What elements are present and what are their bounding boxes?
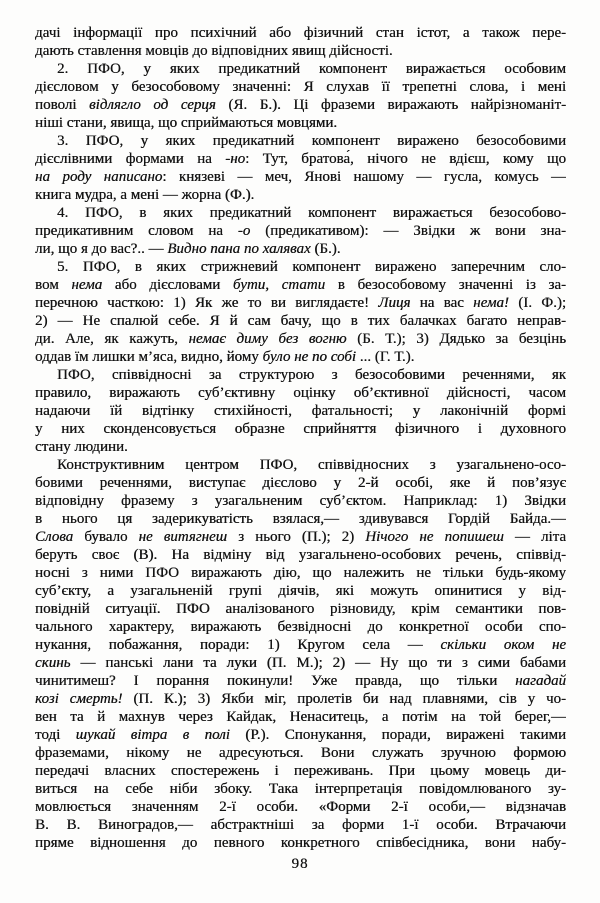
text-segment: стану людини. (35, 439, 128, 455)
text-segment: поволі (35, 97, 90, 113)
text-segment: або дієсловами (102, 277, 233, 293)
italic-text-segment: нагадай (515, 673, 566, 689)
text-segment: 5. ПФО, в яких стрижневий компонент виражено заперечним сло- (57, 259, 566, 275)
text-segment: беруть своє (В). На відміну від узагальнено-особових речень, співвід- (35, 547, 566, 563)
italic-text-segment: скільки оком не (440, 637, 566, 653)
italic-text-segment: скинь (35, 655, 71, 671)
text-segment: (І. Ф.); (508, 295, 566, 311)
text-line (35, 132, 566, 150)
text-segment: ... (Г. Т.). (355, 349, 415, 365)
text-segment: : Тут, братова́, нічого не вдієш, кому що (245, 151, 566, 167)
text-segment: дають ставлення мовців до відповідних явищ дійсності. (35, 43, 393, 59)
text-line (35, 60, 566, 78)
text-segment: тоді (35, 727, 76, 743)
text-segment: дачі інформації про психічний або фізичний стан істот, а також пере- (35, 25, 566, 41)
text-line (35, 240, 566, 258)
text-segment: з нього (П.); 2) (226, 529, 366, 545)
text-segment: вом (35, 277, 72, 293)
text-line (35, 582, 566, 600)
text-segment: відповідну фразему з узагальненим суб’єктом. Наприклад: 1) Звідки (35, 493, 566, 509)
italic-text-segment: не витягнеш (138, 529, 227, 545)
italic-text-segment: Слова (35, 529, 74, 545)
italic-text-segment: немає диму без вогню (188, 331, 347, 347)
text-line (35, 258, 566, 276)
text-segment: 3. ПФО, у яких предикатний компонент виражено безособовими (57, 133, 566, 149)
text-line (35, 366, 566, 384)
text-segment: вен та й махнув через Кайдак, Ненаситець, а потім на той берег,— (35, 709, 566, 725)
text-segment: бовими реченнями, виступає дієслово у 2-й особі, яке й пов’язує (35, 475, 566, 491)
text-segment: (Б. Т.); 3) Дядько за безцінь (346, 331, 566, 347)
text-segment: суб’єкту, а узагальненій групі діячів, які можуть опинитися у від- (35, 583, 566, 599)
text-segment: В. В. Виноградов,— абстрактніші за форми 1-ї особи. Втрачаючи (35, 817, 566, 833)
text-segment: (Б.). (310, 241, 341, 257)
text-segment: — панські лани та луки (П. М.); 2) — Ну що ти з сими бабами (70, 655, 566, 671)
text-segment: : князеві — меч, Янові нашому — гусла, комусь — (162, 169, 566, 185)
text-segment: надаючи їй відтінку стихійності, фатальності; у лаконічній формі (35, 403, 566, 419)
text-segment: 2) — Не спалюй себе. Я й сам бачу, що в тих балачках багато неправ- (35, 313, 566, 329)
text-line (35, 798, 566, 816)
text-segment: мовлюється значенням 2-ї особи. «Форми 2-ї особи,— відзначав (35, 799, 566, 815)
text-line (35, 546, 566, 564)
text-segment: — літа (503, 529, 566, 545)
text-line (35, 600, 566, 618)
text-segment: дієсловом у безособовому значенні: Я слухав її трепетні слова, і мені (35, 79, 566, 95)
text-block (35, 24, 566, 852)
text-line (35, 222, 566, 240)
italic-text-segment: козі смерть! (35, 691, 123, 707)
text-line (35, 402, 566, 420)
text-line (35, 78, 566, 96)
text-segment: пряме відношення до певного конкретного співбесідника, вони набу- (35, 835, 566, 851)
italic-text-segment: Видно пана по халявах (167, 241, 311, 257)
text-line (35, 492, 566, 510)
text-segment: ПФО, співвідносні за структурою з безособовими реченнями, як (57, 367, 566, 383)
text-segment: чального характеру, виражають безвідносні до конкретної особи спо- (35, 619, 566, 635)
text-segment: (предикативом): — Звідки ж вони зна- (250, 223, 566, 239)
text-line (35, 618, 566, 636)
text-segment: ди. Але, як кажуть, (35, 331, 189, 347)
text-line (35, 348, 566, 366)
text-line (35, 114, 566, 132)
text-line (35, 762, 566, 780)
text-segment: фраземами, нікому не адресуються. Вони служать зручною формою (35, 745, 566, 761)
text-segment: ніші стани, явища, що сприймаються мовцями. (35, 115, 338, 131)
text-segment: у них сконденсовується образне сприйняття фізичного і духовного (35, 421, 566, 437)
page-number: 98 (291, 856, 309, 872)
text-segment: (Я. Б.). Ці фраземи виражають найрізноманіт- (215, 97, 566, 113)
text-segment: 4. ПФО, в яких предикатний компонент виражається безособово- (57, 205, 566, 221)
text-line (35, 780, 566, 798)
italic-text-segment: на роду написано (35, 169, 163, 185)
text-segment: виться на себе ніби збоку. Така інтерпретація повідомлюваного зу- (35, 781, 566, 797)
text-line (35, 528, 566, 546)
text-line (35, 510, 566, 528)
text-segment: в нього ця задерикуватість взялася,— здивувався Гордій Байда.— (35, 511, 566, 527)
text-line (35, 690, 566, 708)
text-segment: нукання, побажання, поради: 1) Кругом села — (35, 637, 441, 653)
text-line (35, 474, 566, 492)
italic-text-segment: нема (71, 277, 103, 293)
text-line (35, 744, 566, 762)
text-segment: на вас (410, 295, 474, 311)
italic-text-segment: бути, стати (232, 277, 326, 293)
text-segment: носні з ними ПФО виражають дію, що належить не тільки будь-якому (35, 565, 566, 581)
italic-text-segment: нема! (473, 295, 509, 311)
text-line (35, 384, 566, 402)
italic-text-segment: Нічого не попишеш (365, 529, 504, 545)
text-segment: перечною часткою: 1) Як же то ви виглядаєте! (35, 295, 379, 311)
text-line (35, 276, 566, 294)
text-line (35, 150, 566, 168)
text-segment: (П. К.); 3) Якби міг, пролетів би над плавнями, сів у чо- (122, 691, 566, 707)
text-segment: бувало (73, 529, 139, 545)
text-segment: дієслівними формами на (35, 151, 226, 167)
text-segment: предикативним словом на (35, 223, 238, 239)
text-line (35, 726, 566, 744)
text-line (35, 420, 566, 438)
text-line (35, 294, 566, 312)
text-line (35, 204, 566, 222)
text-line (35, 96, 566, 114)
italic-text-segment: шукай вітра в полі (75, 727, 230, 743)
text-line (35, 672, 566, 690)
text-line (35, 330, 566, 348)
text-line (35, 24, 566, 42)
italic-text-segment: -о (237, 223, 251, 239)
text-line (35, 456, 566, 474)
text-segment: (Р.). Спонукання, поради, виражені такими (229, 727, 566, 743)
text-line (35, 438, 566, 456)
text-line (35, 312, 566, 330)
text-segment: в безособовому значенні із за- (325, 277, 566, 293)
text-segment: книга мудра, а мені — жорна (Ф.). (35, 187, 255, 203)
italic-text-segment: Лиця (378, 295, 411, 311)
text-segment: Конструктивним центром ПФО, співвідносних з узагальнено-осо- (57, 457, 566, 473)
text-line (35, 834, 566, 852)
text-line (35, 654, 566, 672)
text-segment: оддав їм лишки м’яса, видно, йому (35, 349, 263, 365)
text-segment: чинитимеш? І порання покинули! Уже правда, що тільки (35, 673, 516, 689)
text-segment: передачі власних спостережень і переживань. При цьому мовець ди- (35, 763, 566, 779)
text-line (35, 168, 566, 186)
text-line (35, 186, 566, 204)
text-segment: 2. ПФО, у яких предикатний компонент виражається особовим (57, 61, 566, 77)
text-line (35, 42, 566, 60)
text-segment: ли, що я до вас?.. — (35, 241, 168, 257)
text-segment: правило, виражають суб’єктивну оцінку об’єктивної дійсності, часом (35, 385, 566, 401)
text-line (35, 636, 566, 654)
text-segment: повідній ситуації. ПФО аналізованого різновиду, крім семантики пов- (35, 601, 566, 617)
text-line (35, 708, 566, 726)
italic-text-segment: відлягло од серця (89, 97, 216, 113)
italic-text-segment: -но (225, 151, 246, 167)
italic-text-segment: було не по собі (262, 349, 356, 365)
text-line (35, 816, 566, 834)
text-line (35, 564, 566, 582)
